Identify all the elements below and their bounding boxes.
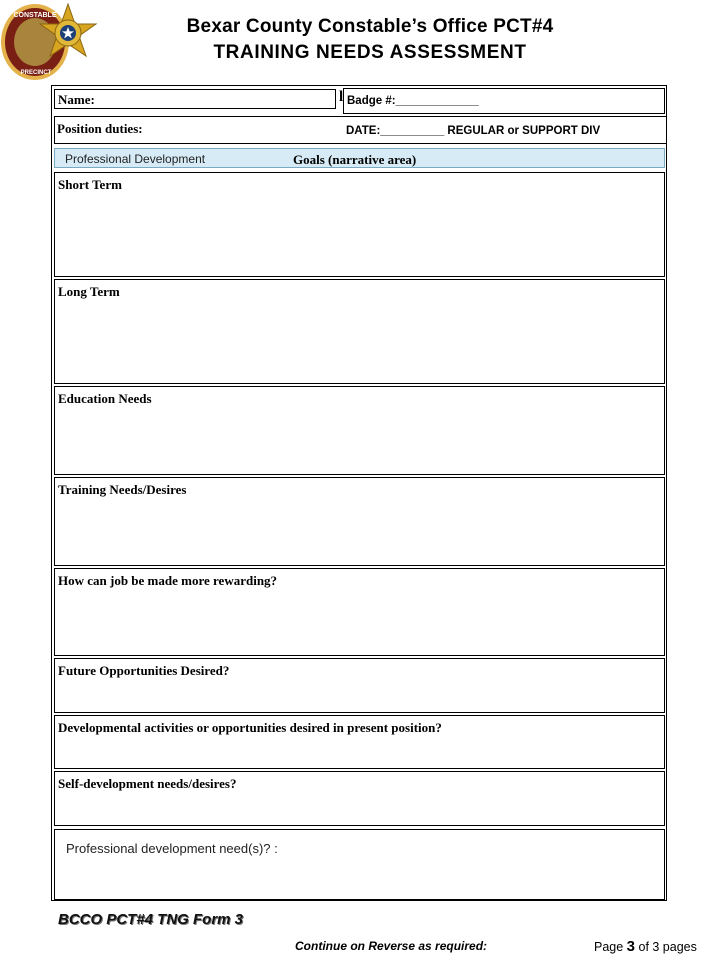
page-number: 3 <box>626 938 636 955</box>
form-title: TRAINING NEEDS ASSESSMENT <box>213 42 527 63</box>
professional-development-needs-section[interactable] <box>54 829 665 900</box>
long-term-label: Long Term <box>58 284 120 299</box>
self-development-section[interactable] <box>54 771 665 826</box>
self-development-label: Self-development needs/desires? <box>58 776 237 791</box>
date-division-label: DATE:__________ REGULAR or SUPPORT DIV <box>346 125 601 137</box>
professional-development-needs-label: Professional development need(s)? : <box>66 841 278 856</box>
professional-development-label: Professional Development <box>65 152 206 166</box>
page-suffix: of 3 pages <box>635 940 697 954</box>
developmental-activities-label: Developmental activities or opportunities desired in present position? <box>58 720 442 735</box>
goals-narrative-label: Goals (narrative area) <box>293 152 417 167</box>
name-field[interactable] <box>54 89 336 109</box>
page-prefix: Page <box>594 940 627 954</box>
short-term-label: Short Term <box>58 177 122 192</box>
constable-logo <box>0 0 104 86</box>
position-label: Position duties: <box>57 121 143 136</box>
short-term-section[interactable] <box>54 172 665 277</box>
training-needs-section[interactable] <box>54 477 665 566</box>
job-rewarding-label: How can job be made more rewarding? <box>58 573 278 588</box>
position-duties-field[interactable] <box>54 116 667 144</box>
continue-note: Continue on Reverse as required: <box>295 939 488 953</box>
logo-text-bottom: PRECINCT <box>20 70 52 76</box>
future-opportunities-label: Future Opportunities Desired? <box>58 663 230 678</box>
future-opportunities-section[interactable] <box>54 658 665 713</box>
education-needs-label: Education Needs <box>58 391 152 406</box>
office-title: Bexar County Constable’s Office PCT#4 <box>186 16 554 37</box>
name-label: Name: <box>58 92 95 107</box>
long-term-section[interactable] <box>54 279 665 384</box>
badge-star-icon <box>0 0 104 86</box>
name-divider: l <box>339 89 344 105</box>
job-rewarding-section[interactable] <box>54 568 665 656</box>
logo-text-top: CONSTABLE <box>13 12 57 19</box>
education-needs-section[interactable] <box>54 386 665 475</box>
badge-label: Badge #:_____________ <box>347 95 479 107</box>
form-id: BCCO PCT#4 TNG Form 3 <box>58 911 244 928</box>
developmental-activities-section[interactable] <box>54 715 665 769</box>
page-indicator <box>594 938 697 955</box>
training-needs-label: Training Needs/Desires <box>58 482 187 497</box>
goals-banner <box>54 148 665 168</box>
badge-field[interactable] <box>343 88 665 114</box>
